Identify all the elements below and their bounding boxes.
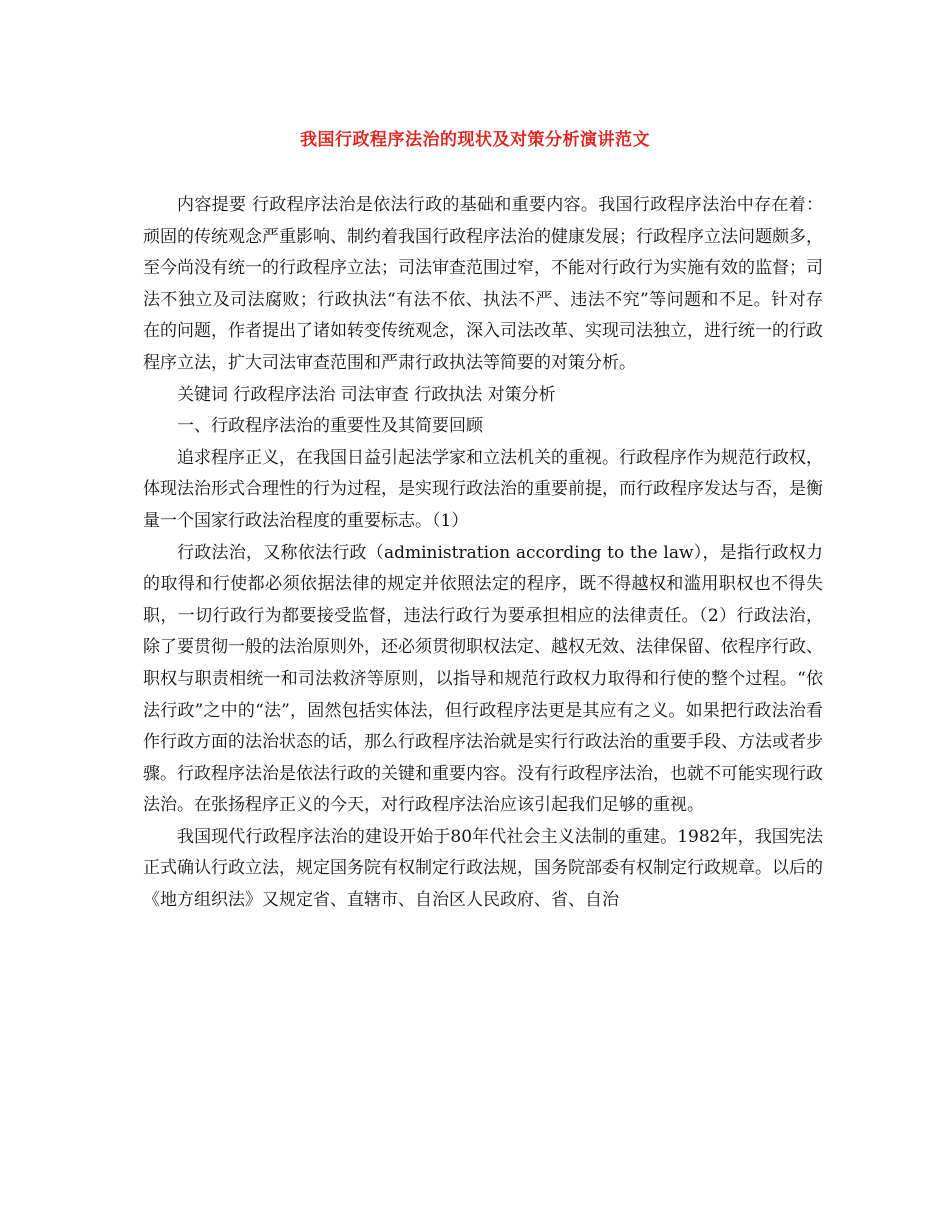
- paragraph-abstract: 内容提要 行政程序法治是依法行政的基础和重要内容。我国行政程序法治中存在着：顽固的传统观念严重影响、制约着我国行政程序法治的健康发展；行政程序立法问题颇多，至今尚没有统一的行政程序立法；司法审查范围过窄，不能对行政行为实施有效的监督；司法不独立及司法腐败；行政执法“有法不依、执法不严、违法不究”等问题和不足。针对存在的问题，作者提出了诸如转变传统观念，深入司法改革、实现司法独立，进行统一的行政程序立法，扩大司法审查范围和严肃行政执法等简要的对策分析。: [143, 195, 823, 373]
- paragraph: 追求程序正义，在我国日益引起法学家和立法机关的重视。行政程序作为规范行政权，体现法治形式合理性的行为过程，是实现行政法治的重要前提，而行政程序发达与否，是衡量一个国家行政法治程度的重要标志。（1）: [143, 447, 823, 531]
- paragraph-keywords: 关键词 行政程序法治 司法审查 行政执法 对策分析: [177, 384, 556, 405]
- section-heading: 一、行政程序法治的重要性及其简要回顾: [177, 416, 483, 437]
- document-body: [143, 190, 823, 917]
- document-title: 我国行政程序法治的现状及对策分析演讲范文: [300, 130, 650, 150]
- paragraph: 行政法治，又称依法行政（administration according to the law），是指行政权力的取得和行使都必须依据法律的规定并依照法定的程序，既不得越权和滥用职权也不得失职，一切行政行为都要接受监督，违法行政行为要承担相应的法律责任。（2）行政法治，除了要贯彻一般的法治原则外，还必须贯彻职权法定、越权无效、法律保留、依程序行政、职权与职责相统一和司法救济等原则，以指导和规范行政权力取得和行使的整个过程。“依法行政”之中的“法”，固然包括实体法，但行政程序法更是其应有之义。如果把行政法治看作行政方面的法治状态的话，那么行政程序法治就是实行行政法治的重要手段、方法或者步骤。行政程序法治是依法行政的关键和重要内容。没有行政程序法治，也就不可能实现行政法治。在张扬程序正义的今天，对行政程序法治应该引起我们足够的重视。: [143, 542, 823, 816]
- paragraph: 我国现代行政程序法治的建设开始于80年代社会主义法制的重建。1982年，我国宪法正式确认行政立法，规定国务院有权制定行政法规，国务院部委有权制定行政规章。以后的《地方组织法》又规定省、直辖市、自治区人民政府、省、自治: [143, 826, 823, 911]
